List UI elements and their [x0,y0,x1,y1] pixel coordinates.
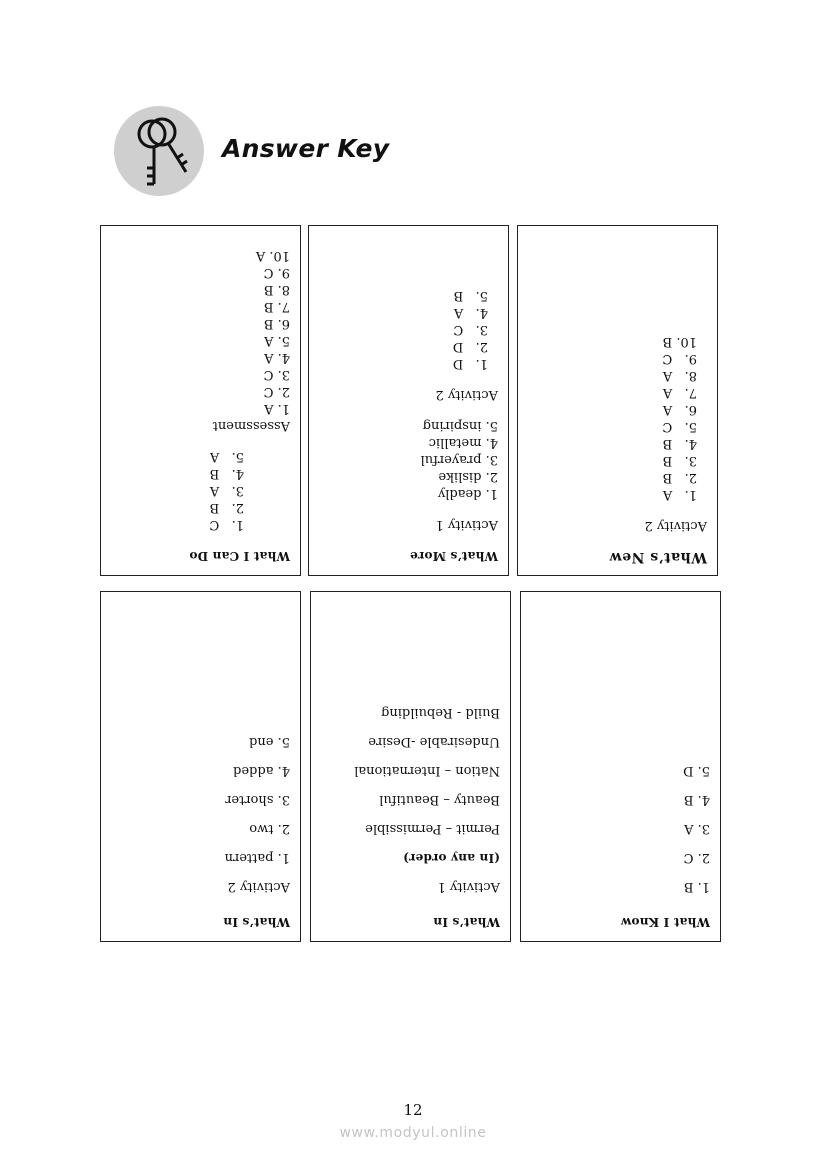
answer-item: 2. two [249,821,290,836]
section-heading: What’s More [409,549,498,563]
answer-item: 7. A [662,385,697,400]
answer-item: 2. C [683,850,710,865]
answer-item: 10. A [255,248,290,263]
box-whats-in-activity-1 [310,591,511,942]
answer-item: 6. B [263,316,290,331]
box-whats-in-activity-2 [100,591,301,942]
answer-item: Nation – International [354,763,500,778]
page-number: 12 [403,1101,423,1119]
answer-item: 4. B [209,466,244,481]
answer-item: 9. C [263,265,290,280]
answer-item: 5. C [662,419,697,434]
answer-item: 3. A [209,483,244,498]
answer-item: 8. B [263,282,290,297]
answer-item: 2. dislike [438,469,498,484]
answer-item: 5. inspiring [422,418,498,433]
answer-item: 10. B [662,334,697,349]
activity-label: Activity 2 [435,387,498,402]
answer-item: 3. C [263,367,290,382]
answer-item: 2. D [452,339,488,354]
activity-label: Activity 1 [437,879,500,894]
answer-item: 3. A [684,821,710,836]
answer-item: 2. B [662,470,697,485]
answer-item: 3. prayerful [420,452,498,467]
answer-item: 2. C [263,384,290,399]
answer-item: 9. C [662,351,697,366]
answer-item: 4. B [662,436,697,451]
answer-item: 5. B [453,288,488,303]
watermark: www.modyul.online [339,1125,487,1141]
answer-item: 4. metallic [428,435,498,450]
answer-item: Beauty – Beautiful [379,792,500,807]
answer-item: 8. A [662,368,697,383]
answer-item: 1. deadly [437,486,498,501]
box-what-i-know [520,591,721,942]
section-heading: What’s New [609,549,707,565]
answer-item: 1. B [683,879,710,894]
answer-item: 4. A [264,350,290,365]
box-whats-new [517,225,718,576]
answer-item: 3. shorter [225,792,290,807]
section-heading: What’s In [223,915,290,929]
section-heading: What’s In [433,915,500,929]
answer-item: Undesirable -Desire [368,734,500,749]
answer-item: 1. pattern [224,850,290,865]
keys-icon [114,106,204,196]
assessment-label: Assessment [212,418,290,433]
answer-item: 5. A [209,449,244,464]
activity-label: Activity 2 [644,518,707,533]
answer-item: 1. A [662,487,697,502]
answer-item: 3. C [453,322,488,337]
activity-label: Activity 2 [227,879,290,894]
answer-item: 1. D [452,356,488,371]
answer-item: 5. A [264,333,290,348]
order-note: (In any order) [403,851,500,865]
answer-item: 6. A [662,402,697,417]
box-what-i-can-do [100,225,301,576]
answer-item: 4. added [233,763,290,778]
answer-item: 7. B [263,299,290,314]
activity-label: Activity 1 [435,517,498,532]
answer-item: 2. B [209,500,244,515]
answer-item: Build - Rebuilding [381,705,500,720]
answer-item: 1. A [264,401,290,416]
section-heading: What I Know [620,915,710,929]
answer-item: 4. A [453,305,488,320]
page-title: Answer Key [222,134,390,163]
answer-item: 5. end [249,734,290,749]
answer-item: Permit – Permissible [365,821,500,836]
answer-item: 3. B [662,453,697,468]
answer-item: 1. C [209,517,244,532]
answer-item: 5. D [683,763,710,778]
answer-item: 4. B [683,792,710,807]
section-heading: What I Can Do [189,549,290,563]
box-whats-more [308,225,509,576]
